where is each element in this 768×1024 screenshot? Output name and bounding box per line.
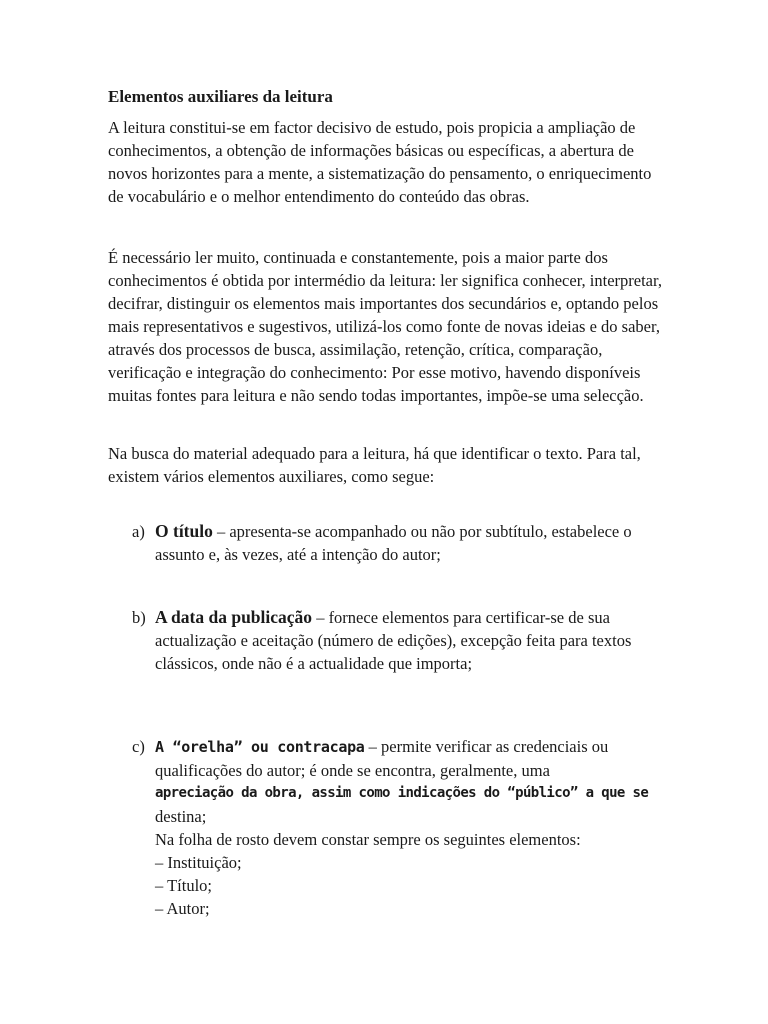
- paragraph-2: É necessário ler muito, continuada e constantemente, pois a maior parte dos conhecimentos é obtida por intermédio da leitura: ler significa conhecer, interpretar, decifrar, distinguir os elementos mais importantes dos secundários e, optando pelos mais representativos e sugestivos, utilizá-los como fonte de novas ideias e do saber, através dos processos de busca, assimilação, retenção, crítica, comparação, verificação e integração do conhecimento: Por esse motivo, havendo disponíveis muitas fontes para leitura e não sendo todas importantes, impõe-se uma selecção.: [108, 248, 662, 405]
- list-item-text: – permite verificar as credenciais ou qualificações do autor; é onde se encontra, geralmente, uma: [155, 737, 609, 780]
- list-item-emphasis: apreciação da obra, assim como indicações do “público” a que se: [155, 785, 649, 801]
- paragraph-1: A leitura constitui-se em factor decisivo de estudo, pois propicia a ampliação de conhecimentos, a obtenção de informações básicas ou específicas, a abertura de novos horizontes para a mente, a sistematização do pensamento, o enriquecimento de vocabulário e o melhor entendimento do conteúdo das obras.: [108, 118, 652, 206]
- list-item-title: [108, 520, 668, 566]
- paragraph-3: Na busca do material adequado para a leitura, há que identificar o texto. Para tal, existem vários elementos auxiliares, como segue:: [108, 444, 641, 486]
- list-item-text: – fornece elementos para certificar-se de sua actualização e aceitação (número de edições), excepção feita para textos clássicos, onde não é a actualidade que importa;: [155, 608, 632, 673]
- document-title: Elementos auxiliares da leitura: [108, 87, 333, 106]
- list-item-term: A “orelha” ou contracapa: [155, 738, 365, 756]
- document-page: [108, 86, 668, 920]
- list-marker: b): [132, 608, 146, 627]
- list-item-text-continued: destina;: [155, 807, 207, 826]
- title-page-element-institution: – Instituição;: [155, 853, 242, 872]
- title-page-element-author: – Autor;: [155, 899, 210, 918]
- title-page-element-title: – Título;: [155, 876, 212, 895]
- list-marker: a): [132, 522, 145, 541]
- list-item-term: A data da publicação: [155, 607, 313, 627]
- list-marker: c): [132, 737, 145, 756]
- list-item-publication-date: [108, 606, 668, 675]
- title-page-intro: Na folha de rosto devem constar sempre os seguintes elementos:: [155, 830, 581, 849]
- list-item-text: – apresenta-se acompanhado ou não por subtítulo, estabelece o assunto e, às vezes, até a intenção do autor;: [155, 522, 632, 564]
- auxiliary-elements-list: [108, 520, 668, 920]
- list-item-back-cover: [108, 735, 668, 920]
- list-item-term: O título: [155, 521, 213, 541]
